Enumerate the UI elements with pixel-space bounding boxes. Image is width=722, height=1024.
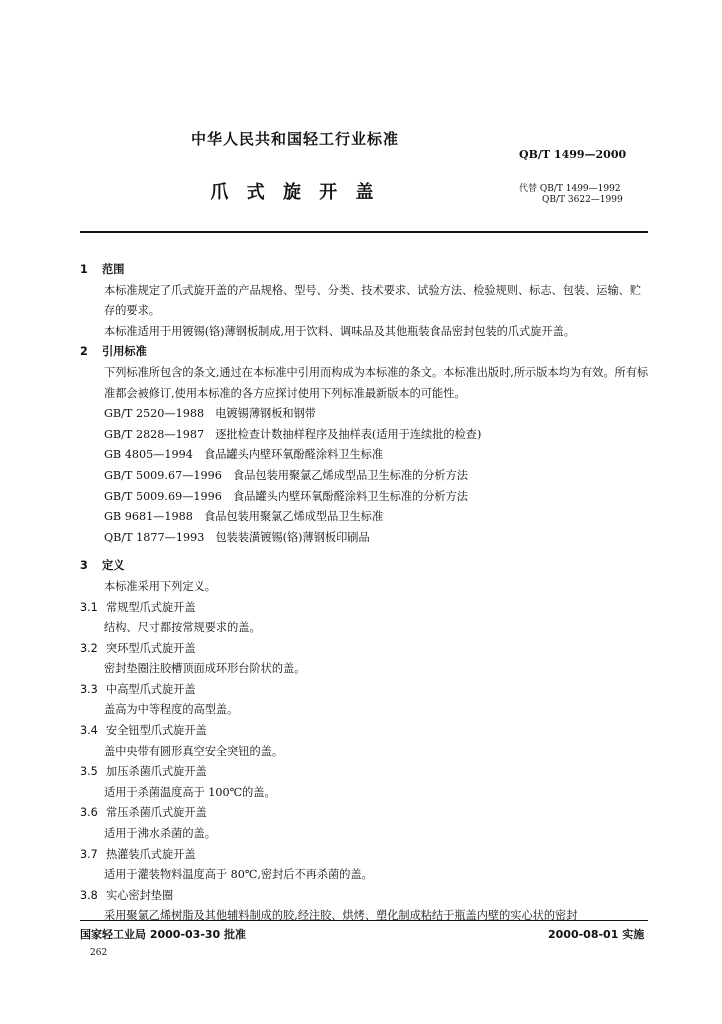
standard-code: QB/T 1499—2000 <box>519 148 627 161</box>
subsection-heading: 3.5 加压杀菌爪式旋开盖 <box>80 765 207 779</box>
reference-item: GB 4805—1994 食品罐头内壁环氧酚醛涂料卫生标准 <box>104 448 384 462</box>
definition-text: 结构、尺寸都按常规要求的盖。 <box>104 621 261 635</box>
footer-rule <box>80 920 648 921</box>
definition-text: 适用于杀菌温度高于 100℃的盖。 <box>104 785 276 799</box>
reference-item: GB/T 2520—1988 电镀锡薄钢板和钢带 <box>104 407 316 421</box>
paragraph: 本标准采用下列定义。 <box>104 579 216 593</box>
definition-text: 盖高为中等程度的高型盖。 <box>104 703 239 717</box>
reference-list <box>80 404 650 548</box>
section-heading: 3 定义 <box>80 559 125 573</box>
reference-item: GB/T 2828—1987 逐批检查计数抽样程序及抽样表(适用于连续批的检查) <box>104 427 482 441</box>
issuing-organization: 中华人民共和国轻工行业标准 <box>190 130 399 148</box>
subsection-heading: 3.2 突环型爪式旋开盖 <box>80 641 196 655</box>
reference-item: GB/T 5009.67—1996 食品包装用聚氯乙烯成型品卫生标准的分析方法 <box>104 468 468 482</box>
definition-text: 适用于沸水杀菌的盖。 <box>104 827 216 841</box>
paragraph: 本标准适用于用镀锡(铬)薄钢板制成,用于饮料、调味品及其他瓶装食品密封包装的爪式旋开盖。 <box>104 324 575 338</box>
document-body <box>80 260 650 927</box>
definition-text: 盖中央带有圆形真空安全突钮的盖。 <box>104 744 284 758</box>
header-rule <box>80 231 648 233</box>
subsection-heading: 3.6 常压杀菌爪式旋开盖 <box>80 806 207 820</box>
replaces-line-2: QB/T 3622—1999 <box>542 195 623 205</box>
reference-item: GB 9681—1988 食品包装用聚氯乙烯成型品卫生标准 <box>104 510 384 524</box>
document-title: 爪 式 旋 开 盖 <box>210 182 380 203</box>
replaces-standards <box>519 184 623 206</box>
subsection-heading: 3.3 中高型爪式旋开盖 <box>80 682 196 696</box>
implementation-date: 2000-08-01 实施 <box>548 928 645 941</box>
subsection-heading: 3.4 安全钮型爪式旋开盖 <box>80 724 207 738</box>
subsection-heading: 3.8 实心密封垫圈 <box>80 888 174 902</box>
definition-text: 采用聚氯乙烯树脂及其他辅料制成的胶,经注胶、烘烤、塑化制成粘结于瓶盖内壁的实心状的密封 <box>104 909 578 923</box>
section-heading: 1 范围 <box>80 263 125 276</box>
definition-text: 适用于灌装物料温度高于 80℃,密封后不再杀菌的盖。 <box>104 868 373 882</box>
paragraph: 下列标准所包含的条文,通过在本标准中引用而构成为本标准的条文。本标准出版时,所示版本均为有效。所有标准都会被修订,使用本标准的各方应探讨使用下列标准最新版本的可能性。 <box>104 365 649 400</box>
approval-date: 国家轻工业局 2000-03-30 批准 <box>80 928 247 941</box>
section-heading: 2 引用标准 <box>80 345 147 359</box>
reference-item: GB/T 5009.69—1996 食品罐头内壁环氧酚醛涂料卫生标准的分析方法 <box>104 489 468 503</box>
subsection-heading: 3.1 常规型爪式旋开盖 <box>80 600 196 614</box>
subsection-heading: 3.7 热灌装爪式旋开盖 <box>80 847 196 861</box>
replaces-line-1: 代替 QB/T 1499—1992 <box>519 184 621 194</box>
definition-text: 密封垫圈注胶槽顶面成环形台阶状的盖。 <box>104 662 306 676</box>
paragraph: 本标准规定了爪式旋开盖的产品规格、型号、分类、技术要求、试验方法、检验规则、标志、包装、运输、贮存的要求。 <box>104 283 642 318</box>
page-number: 262 <box>90 948 108 958</box>
reference-item: QB/T 1877—1993 包装装潢镀锡(铬)薄钢板印刷品 <box>104 530 370 544</box>
